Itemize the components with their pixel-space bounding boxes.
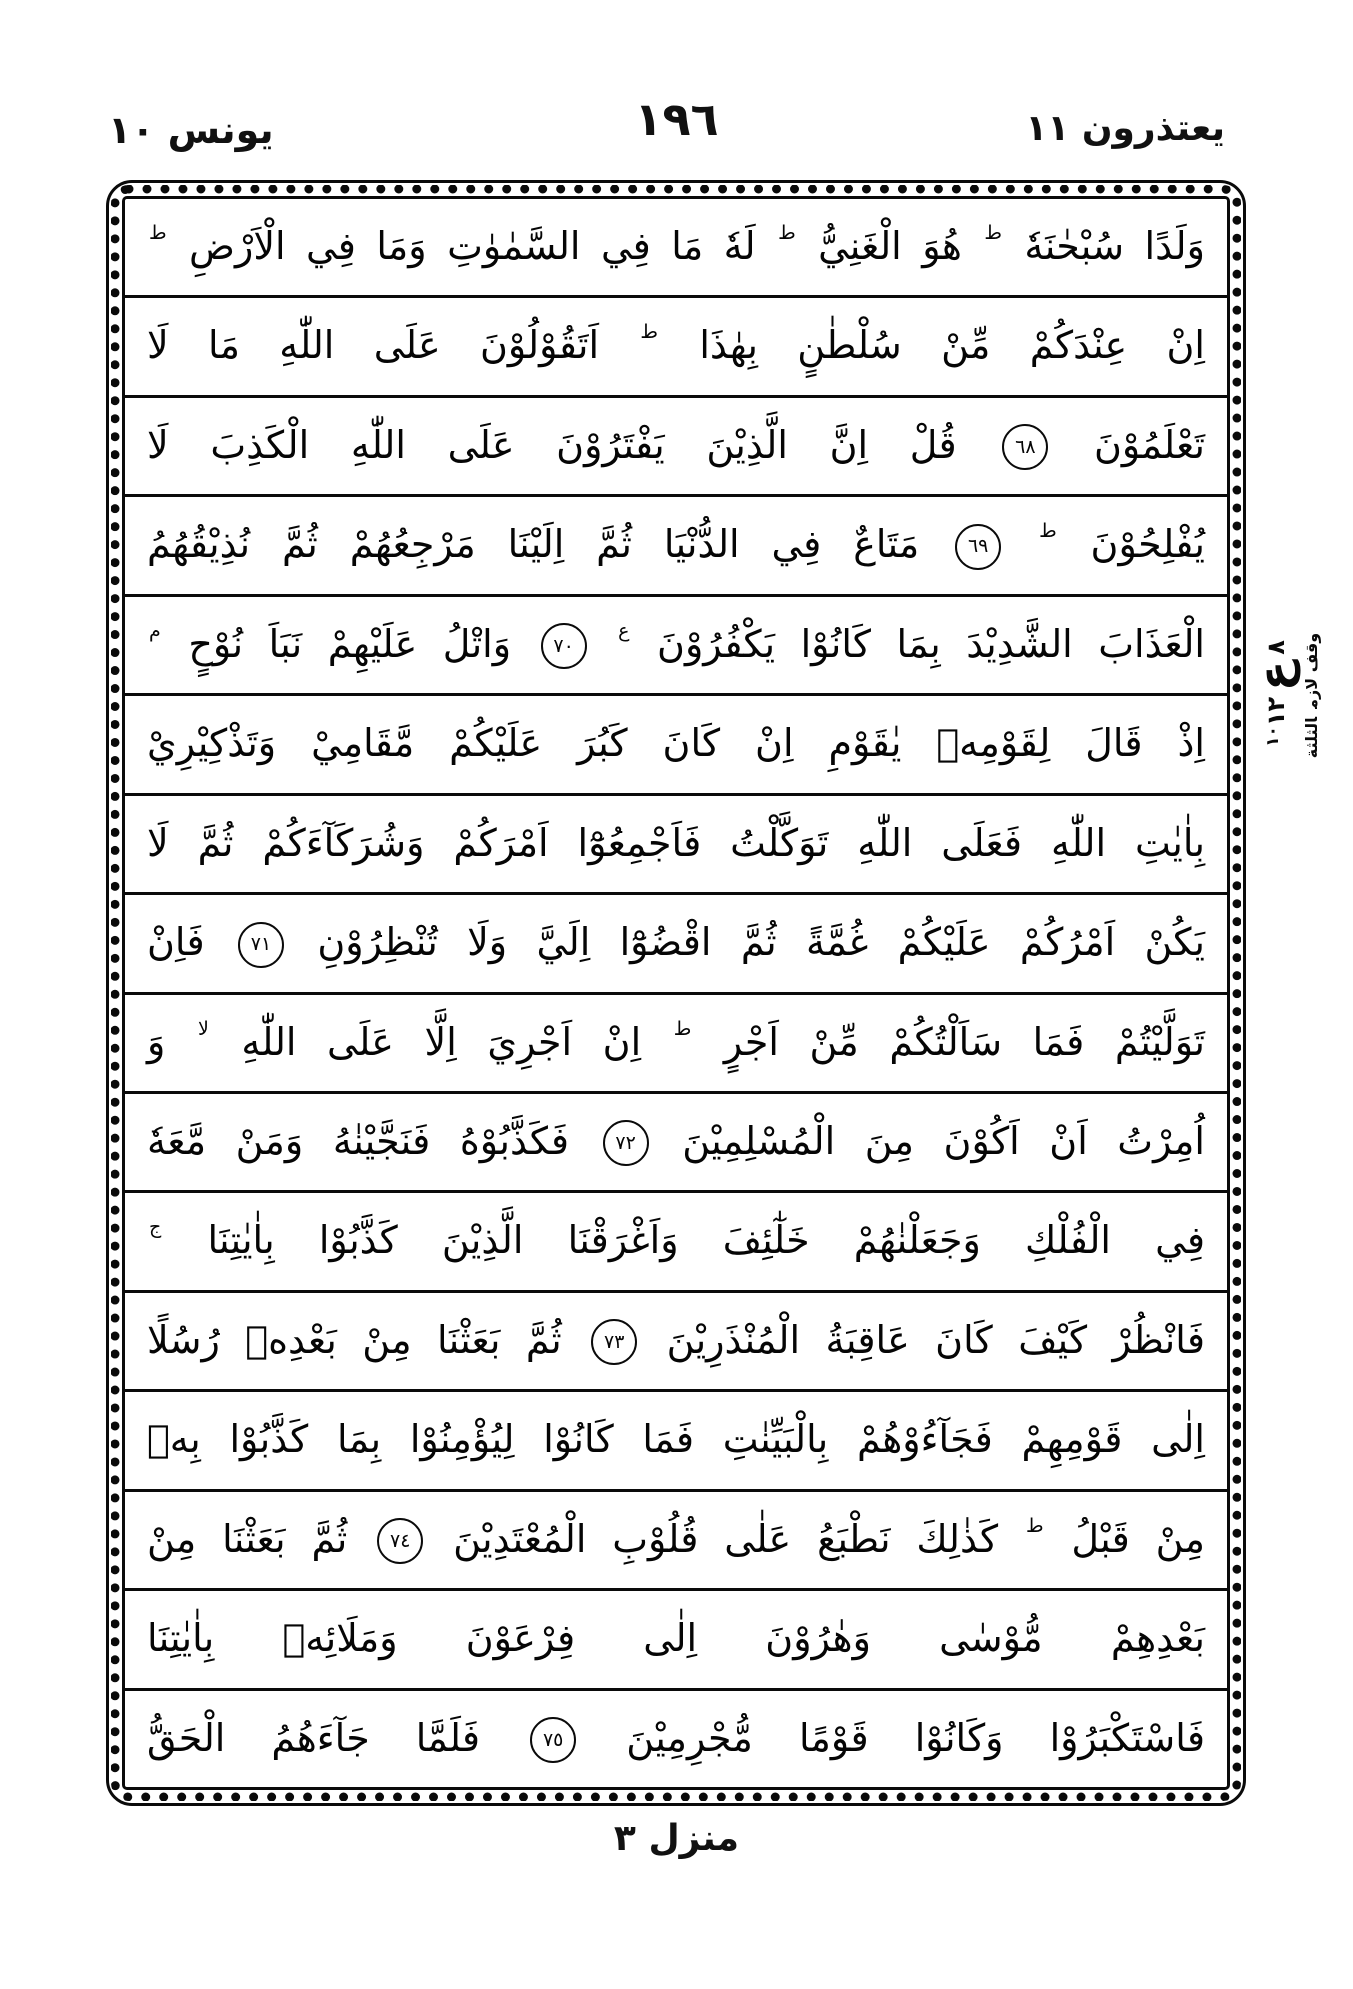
verse-text: يُفْلِحُوْنَ: [1090, 522, 1205, 567]
waqf-sign: ط: [673, 1017, 692, 1040]
verse-text: فَاسْتَكْبَرُوْا وَكَانُوْا قَوْمًا مُّجْرِمِيْنَ: [626, 1715, 1205, 1760]
ayah-number-marker: ٧٠: [541, 623, 587, 669]
waqf-sign: ط: [1025, 1514, 1044, 1537]
waqf-sign: ع: [618, 619, 630, 642]
verse-text: اِنْ عِنْدَكُمْ مِّنْ سُلْطٰنٍ بِهٰذَا: [699, 323, 1205, 368]
quran-line: [125, 497, 1227, 596]
verse-text: ثُمَّ بَعَثْنَا مِنْ: [147, 1516, 348, 1561]
ayah-number-marker: ٦٩: [955, 524, 1001, 570]
waqf-sign: ط: [1039, 520, 1057, 543]
verse-text: تَوَلَّيْتُمْ فَمَا سَاَلْتُكُمْ مِّنْ اَجْرٍ: [723, 1019, 1205, 1064]
ayah-number-marker: ٧٤: [377, 1518, 423, 1564]
verse-text: اُمِرْتُ اَنْ اَكُوْنَ مِنَ الْمُسْلِمِيْنَ: [682, 1118, 1205, 1163]
verse-text: وَاتْلُ عَلَيْهِمْ نَبَاَ نُوْحٍ: [188, 621, 512, 666]
waqf-sign: م: [149, 619, 161, 642]
waqf-note: [1302, 608, 1321, 783]
waqf-sign: لا: [197, 1017, 209, 1040]
quran-line: [125, 796, 1227, 895]
quran-line: [125, 1293, 1227, 1392]
ruku-number-top: ٨: [1262, 640, 1290, 655]
waqf-sign: ج: [149, 1216, 162, 1239]
quran-frame: [106, 180, 1246, 1806]
verse-text: يَكُنْ اَمْرُكُمْ عَلَيْكُمْ غُمَّةً ثُمَّ اقْضُوْٓا اِلَيَّ وَلَا تُنْظِرُوْنِ: [317, 920, 1205, 965]
quran-line: [125, 696, 1227, 795]
quran-line: [125, 1691, 1227, 1787]
verse-text: لَهٗ مَا فِي السَّمٰوٰتِ وَمَا فِي الْاَرْضِ: [189, 224, 756, 268]
ayah-number-marker: ٧٥: [530, 1717, 576, 1763]
verse-text: قُلْ اِنَّ الَّذِيْنَ يَفْتَرُوْنَ عَلَى اللّٰهِ الْكَذِبَ لَا: [147, 422, 957, 467]
quran-line: [125, 995, 1227, 1094]
ruku-number-middle: ١٠: [1263, 726, 1283, 747]
verse-text: اِنْ اَجْرِيَ اِلَّا عَلَى اللّٰهِ: [241, 1019, 642, 1064]
quran-line: [125, 1492, 1227, 1591]
quran-line: [125, 895, 1227, 994]
waqf-sign: ط: [640, 321, 658, 344]
quran-line: [125, 597, 1227, 696]
verse-text: فَلَمَّا جَآءَهُمُ الْحَقُّ: [147, 1715, 481, 1760]
header-surah-label: يونس ١٠: [108, 108, 274, 152]
quran-line: [125, 1392, 1227, 1491]
ayah-number-marker: ٧٢: [603, 1120, 649, 1166]
verse-text: فَاِنْ: [147, 920, 205, 965]
text-area: [122, 196, 1230, 1790]
verse-text: هُوَ الْغَنِيُّ: [818, 224, 962, 268]
quran-line: [125, 298, 1227, 397]
header-page-number: ١٩٦: [634, 92, 719, 146]
verse-text: كَذٰلِكَ نَطْبَعُ عَلٰى قُلُوْبِ الْمُعْتَدِيْنَ: [453, 1516, 999, 1561]
ayah-number-marker: ٧٣: [591, 1319, 637, 1365]
verse-text: وَ: [147, 1019, 166, 1064]
verse-text: اِلٰى قَوْمِهِمْ فَجَآءُوْهُمْ بِالْبَيِّنٰتِ فَمَا كَانُوْا لِيُؤْمِنُوْا بِمَا كَذَّبُوْا بِهٖ: [147, 1417, 1205, 1462]
verse-text: بِاٰيٰتِ اللّٰهِ فَعَلَى اللّٰهِ تَوَكَّلْتُ فَاَجْمِعُوْٓا اَمْرَكُمْ وَشُرَكَآءَكُمْ ثُمَّ لَا: [147, 820, 1205, 865]
waqf-sign: ط: [778, 222, 796, 244]
verse-text: اَتَقُوْلُوْنَ عَلَى اللّٰهِ مَا لَا: [147, 323, 600, 368]
bead-border: [111, 185, 1241, 1801]
waqf-note-line2: الثلثة: [1302, 716, 1322, 759]
verse-text: ثُمَّ بَعَثْنَا مِنْ بَعْدِهٖ رُسُلًا: [147, 1317, 562, 1362]
verse-text: مَتَاعٌ فِي الدُّنْيَا ثُمَّ اِلَيْنَا مَرْجِعُهُمْ ثُمَّ نُذِيْقُهُمُ: [147, 522, 920, 567]
quran-line: [125, 1193, 1227, 1292]
waqf-sign: ط: [149, 222, 167, 244]
verse-text: وَلَدًا سُبْحٰنَهٗ: [1024, 224, 1205, 268]
ayah-number-marker: ٧١: [238, 922, 284, 968]
verse-text: الْعَذَابَ الشَّدِيْدَ بِمَا كَانُوْا يَكْفُرُوْنَ: [657, 621, 1205, 666]
quran-line: [125, 1591, 1227, 1690]
quran-line: [125, 1094, 1227, 1193]
verse-text: مِنْ قَبْلُ: [1071, 1516, 1205, 1561]
verse-text: فَكَذَّبُوْهُ فَنَجَّيْنٰهُ وَمَنْ مَّعَهٗ: [147, 1118, 570, 1163]
verse-text: اِذْ قَالَ لِقَوْمِهٖ يٰقَوْمِ اِنْ كَانَ كَبُرَ عَلَيْكُمْ مَّقَامِيْ وَتَذْكِيْرِيْ: [147, 721, 1205, 766]
waqf-sign: ط: [984, 222, 1002, 244]
ruku-numbers: [1252, 608, 1300, 783]
quran-line: [125, 199, 1227, 298]
ruku-number-bottom: ١٢: [1262, 696, 1290, 727]
header-juz-label: يعتذرون ١١: [1025, 108, 1225, 149]
margin-ruku-note: [1252, 608, 1347, 783]
quran-line: [125, 398, 1227, 497]
verse-text: فِي الْفُلْكِ وَجَعَلْنٰهُمْ خَلٰٓئِفَ وَاَغْرَقْنَا الَّذِيْنَ كَذَّبُوْا بِاٰيٰتِنَا: [207, 1218, 1205, 1263]
footer-manzil-label: منزل ٣: [613, 1818, 740, 1859]
ruku-ain-symbol: ع: [1250, 660, 1301, 691]
waqf-note-line1: وقف لازم: [1302, 632, 1322, 709]
verse-text: تَعْلَمُوْنَ: [1093, 422, 1205, 467]
verse-text: فَانْظُرْ كَيْفَ كَانَ عَاقِبَةُ الْمُنْذَرِيْنَ: [666, 1317, 1205, 1362]
verse-text: بَعْدِهِمْ مُّوْسٰى وَهٰرُوْنَ اِلٰى فِرْعَوْنَ وَمَلَائِهٖ بِاٰيٰتِنَا: [147, 1616, 1205, 1661]
ayah-number-marker: ٦٨: [1002, 424, 1048, 470]
